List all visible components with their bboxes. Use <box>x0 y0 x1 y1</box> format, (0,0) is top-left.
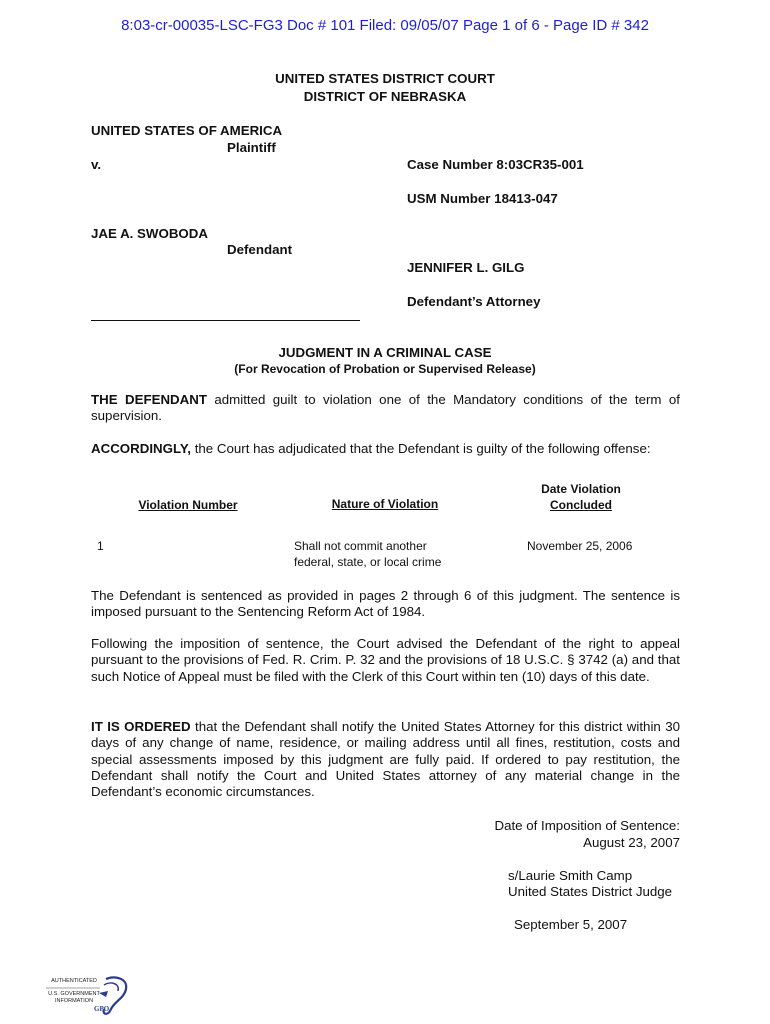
sentenced-paragraph: The Defendant is sentenced as provided in pages 2 through 6 of this judgment. The sentence is imposed pursuant to the Sentencing Reform Act of 1984. <box>91 588 680 620</box>
court-name: UNITED STATES DISTRICT COURT <box>275 71 495 86</box>
judgment-title: JUDGMENT IN A CRIMINAL CASE <box>278 345 492 360</box>
defendant-lead: THE DEFENDANT <box>91 392 207 407</box>
defendant-text: admitted guilt to violation one of the Mandatory conditions of the term of supervision. <box>91 392 680 424</box>
ordered-text: that the Defendant shall notify the United States Attorney for this district within 30 days of any change of name, residence, or mailing address until all fines, restitution, costs and special assessments imposed by this judgment are fully paid. If ordered to pay restitution, the Defendant shall notify the Court and United States attorney of any material change in the Defendant’s economic circumstances. <box>91 719 680 800</box>
judge-title: United States District Judge <box>508 884 673 899</box>
attorney-name: JENNIFER L. GILG <box>407 260 525 275</box>
imposition-date: August 23, 2007 <box>583 835 680 850</box>
gpo-authentication-seal-icon <box>44 971 134 1017</box>
usm-number: USM Number 18413-047 <box>407 191 558 206</box>
filing-header: 8:03-cr-00035-LSC-FG3 Doc # 101 Filed: 09/05/07 Page 1 of 6 - Page ID # 342 <box>121 17 649 34</box>
seal-line3: INFORMATION <box>54 998 94 1004</box>
defendant-admission <box>91 392 680 425</box>
col-date-line2: Concluded <box>550 498 612 512</box>
ordered-lead: IT IS ORDERED <box>91 719 191 734</box>
caption-divider <box>91 320 360 321</box>
judge-signature: s/Laurie Smith Camp <box>508 868 633 883</box>
row-date: November 25, 2006 <box>527 539 633 553</box>
signed-date: September 5, 2007 <box>514 917 628 932</box>
imposition-label: Date of Imposition of Sentence: <box>494 818 680 833</box>
row-violation-number: 1 <box>97 539 104 553</box>
accordingly-lead: ACCORDINGLY, <box>91 441 191 456</box>
attorney-role: Defendant’s Attorney <box>407 294 541 309</box>
plaintiff-role: Plaintiff <box>227 140 276 155</box>
accordingly-text: the Court has adjudicated that the Defendant is guilty of the following offense: <box>191 441 651 456</box>
court-district: DISTRICT OF NEBRASKA <box>303 89 467 104</box>
col-nature: Nature of Violation <box>331 497 439 511</box>
row-nature-line1: Shall not commit another <box>294 539 427 553</box>
seal-line1: AUTHENTICATED <box>51 978 97 984</box>
accordingly-paragraph <box>91 441 680 457</box>
defendant-name: JAE A. SWOBODA <box>91 226 208 241</box>
seal-line2: U.S. GOVERNMENT <box>48 991 100 997</box>
plaintiff-name: UNITED STATES OF AMERICA <box>91 123 283 138</box>
judgment-subtitle: (For Revocation of Probation or Supervised Release) <box>234 362 536 376</box>
versus: v. <box>91 157 102 172</box>
case-number: Case Number 8:03CR35-001 <box>407 157 584 172</box>
appeal-paragraph: Following the imposition of sentence, the Court advised the Defendant of the right to appeal pursuant to the provisions of Fed. R. Crim. P. 32 and the provisions of 18 U.S.C. § 3742 (a) and that such Notice of Appeal must be filed with the Clerk of this Court within ten (10) days of this date. <box>91 636 680 684</box>
ordered-paragraph <box>91 719 680 800</box>
row-nature-line2: federal, state, or local crime <box>294 555 442 569</box>
col-violation-number: Violation Number <box>138 498 238 512</box>
seal-mark: GPO <box>94 1005 110 1013</box>
defendant-role: Defendant <box>227 242 293 257</box>
col-date-line1: Date Violation <box>541 482 621 496</box>
